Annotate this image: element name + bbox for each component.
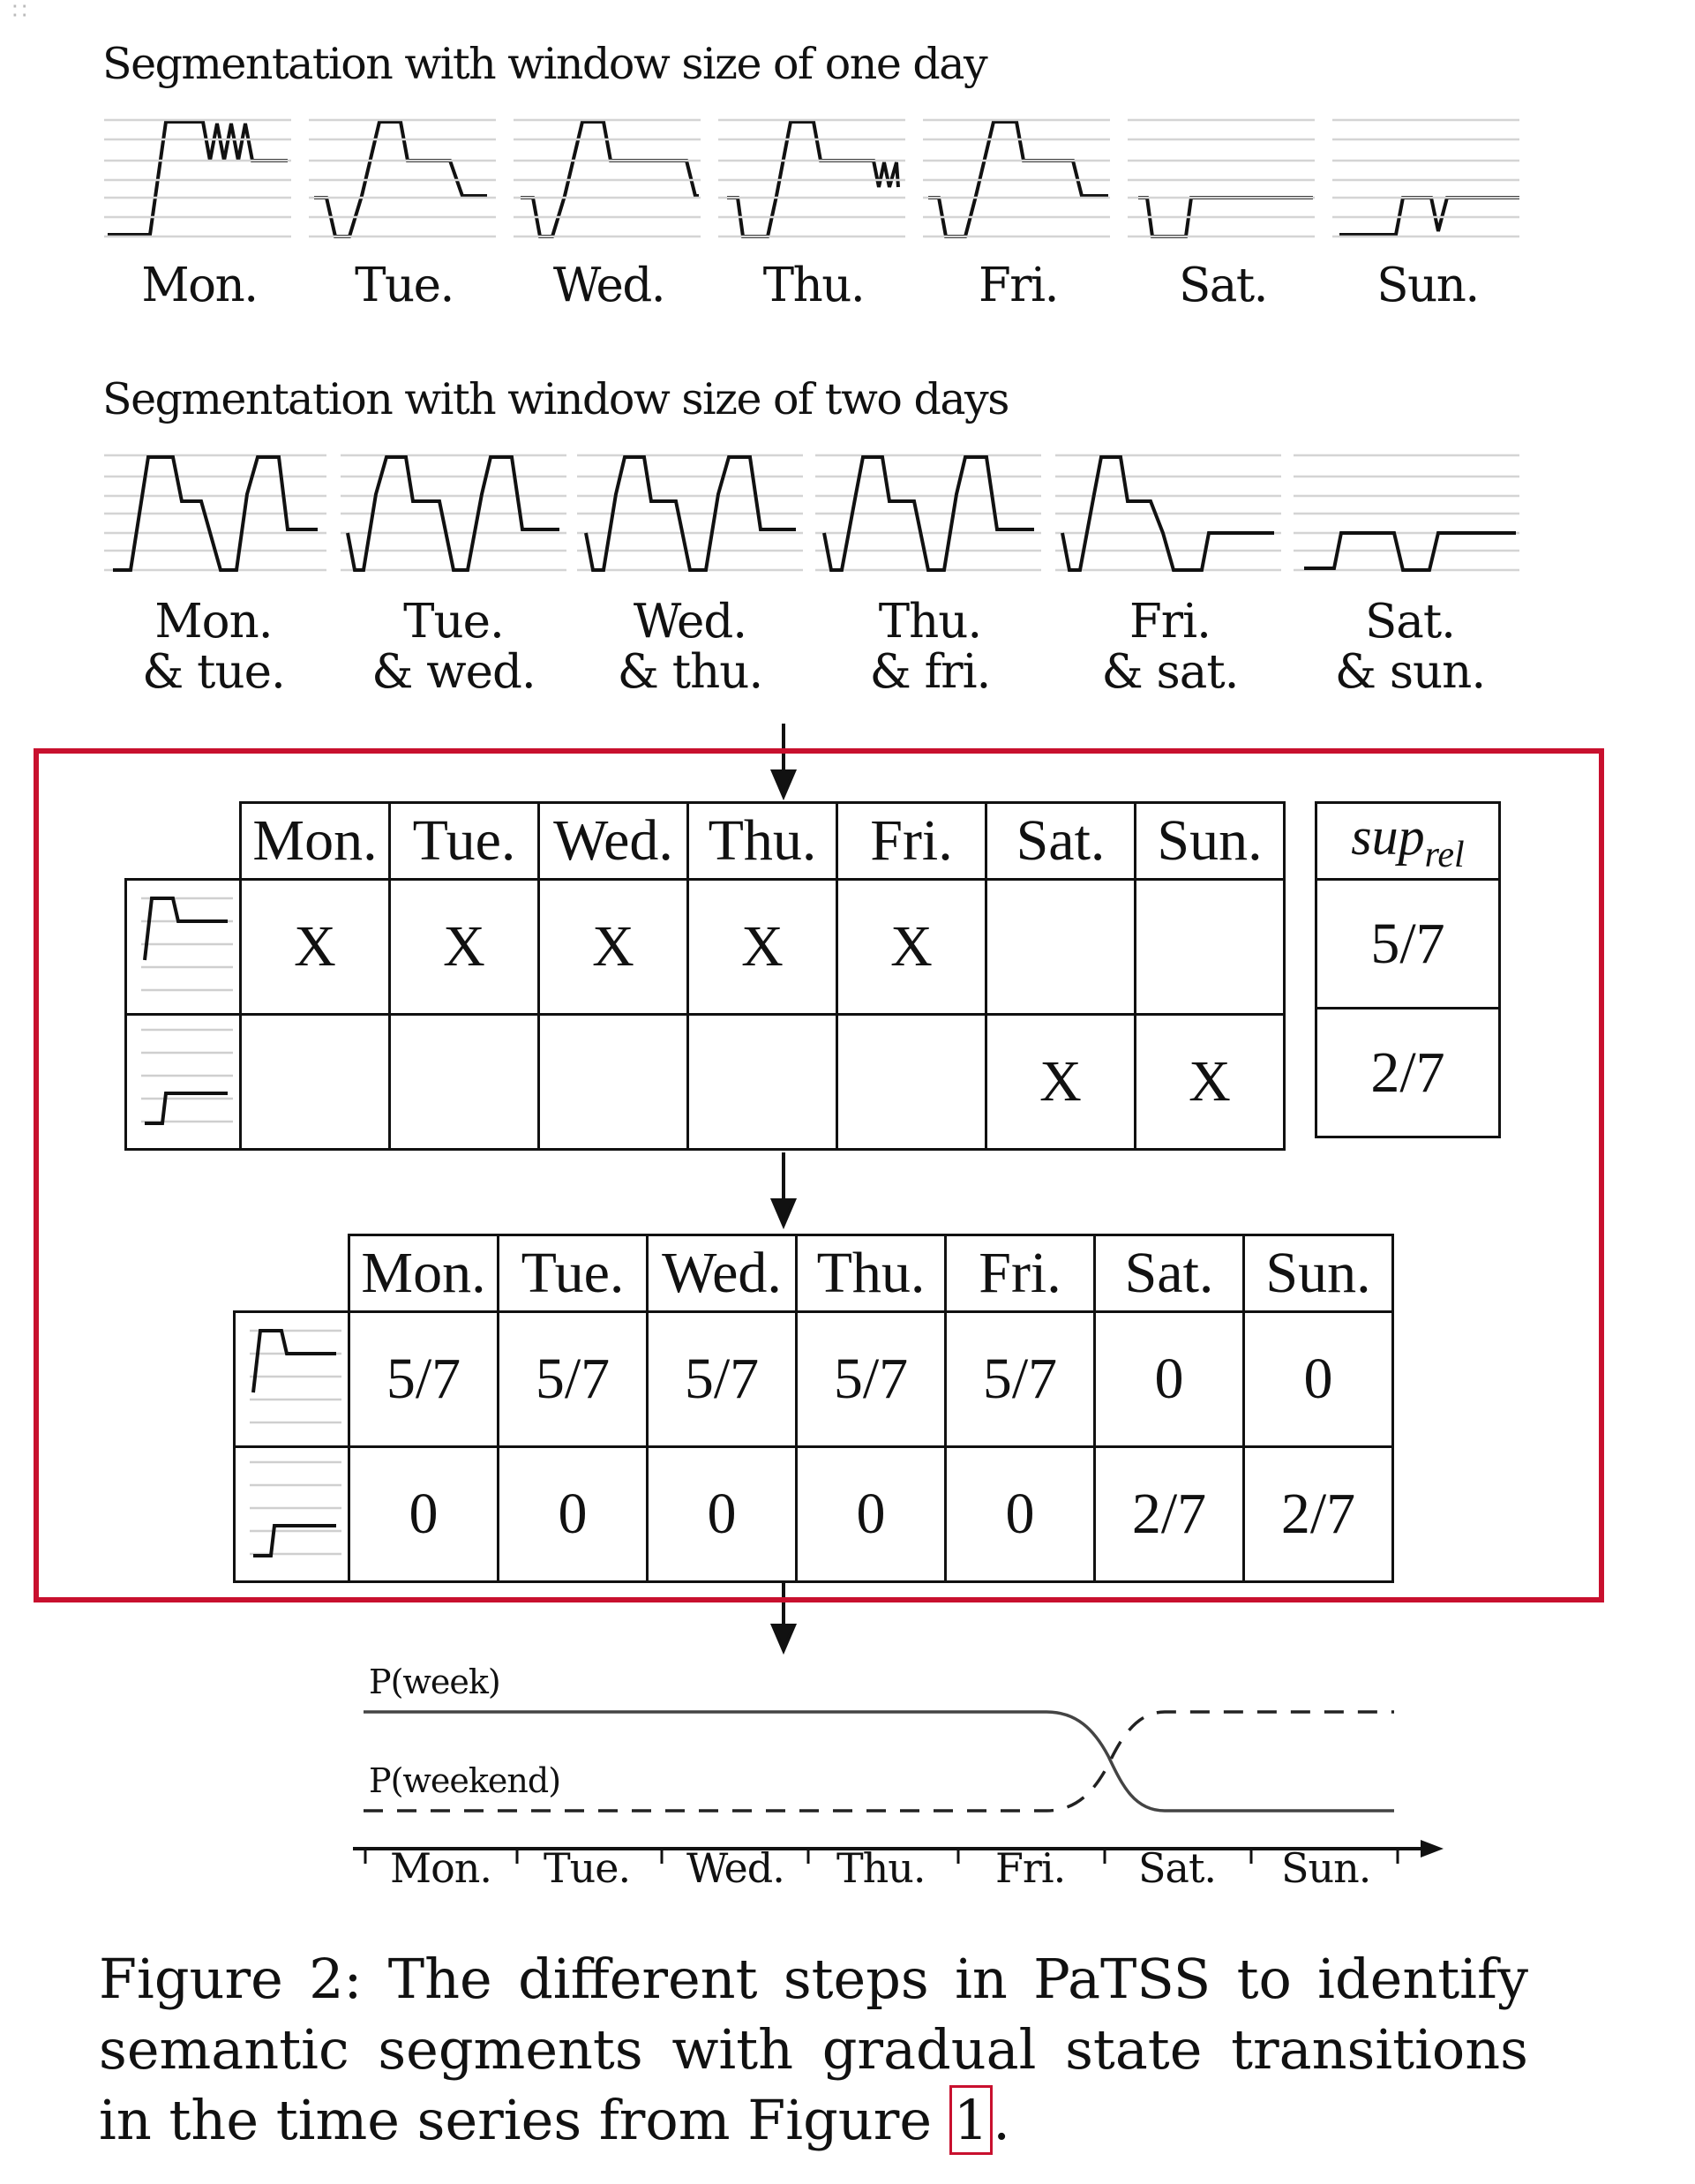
- table-cell: X: [539, 880, 688, 1015]
- pair-label-line2: & wed.: [371, 645, 536, 699]
- table-cell: 0: [349, 1447, 499, 1582]
- axis-day-label: Tue.: [544, 1844, 631, 1892]
- pair-label-line1: Tue.: [403, 595, 504, 649]
- support-subscript: rel: [1424, 835, 1465, 876]
- axis-day-label: Sat.: [1138, 1844, 1217, 1892]
- table-cell: 5/7: [349, 1312, 499, 1447]
- column-header: Sun.: [1136, 803, 1285, 880]
- caption-end: .: [993, 2088, 1010, 2152]
- day-label: Thu.: [762, 259, 865, 312]
- figure-reference-link[interactable]: 1: [949, 2085, 993, 2155]
- table-cell: X: [688, 880, 837, 1015]
- day-label: Sun.: [1376, 259, 1479, 312]
- table-cell: 0: [499, 1447, 648, 1582]
- column-header: Wed.: [648, 1235, 797, 1312]
- week-curve: [364, 1712, 1394, 1811]
- table-cell: 0: [648, 1447, 797, 1582]
- pair-label-line2: & tue.: [142, 645, 285, 699]
- pair-label-line1: Sat.: [1364, 595, 1456, 649]
- table-cell: X: [837, 880, 986, 1015]
- column-header: Fri.: [837, 803, 986, 880]
- table-cell: 5/7: [946, 1312, 1095, 1447]
- series-label-week: P(week): [369, 1662, 500, 1701]
- column-header: Wed.: [539, 803, 688, 880]
- column-header: Mon.: [349, 1235, 499, 1312]
- column-header: Tue.: [390, 803, 539, 880]
- series-label-weekend: P(weekend): [369, 1761, 561, 1800]
- axis-day-label: Mon.: [390, 1844, 492, 1892]
- table-cell: X: [1136, 1015, 1285, 1150]
- table-cell: 5/7: [648, 1312, 797, 1447]
- caption-text: Figure 2: The different steps in PaTSS to identify semantic segments with gradual state transitions in the time series from Figure: [99, 1947, 1528, 2152]
- pair-label-line1: Mon.: [154, 595, 273, 649]
- day-label: Tue.: [355, 259, 454, 312]
- support-value: 2/7: [1316, 1009, 1500, 1137]
- pair-label-line2: & sun.: [1334, 645, 1486, 699]
- column-header: Tue.: [499, 1235, 648, 1312]
- axis-day-label: Sun.: [1281, 1844, 1371, 1892]
- support-symbol: sup: [1351, 807, 1425, 866]
- axis-day-label: Fri.: [995, 1844, 1066, 1892]
- table-cell: X: [986, 1015, 1136, 1150]
- table-cell: 0: [797, 1447, 946, 1582]
- column-header: Sat.: [1095, 1235, 1244, 1312]
- column-header: Thu.: [688, 803, 837, 880]
- support-value: 5/7: [1316, 880, 1500, 1009]
- pair-label-line2: & thu.: [617, 645, 763, 699]
- column-header: Thu.: [797, 1235, 946, 1312]
- day-label: Sat.: [1178, 259, 1268, 312]
- weekend-curve: [364, 1712, 1394, 1811]
- drag-handle-icon[interactable]: ∷: [12, 0, 29, 24]
- column-header: Sun.: [1244, 1235, 1393, 1312]
- pair-label-line1: Fri.: [1129, 595, 1211, 649]
- table-cell: 0: [946, 1447, 1095, 1582]
- section-one-title: Segmentation with window size of one day: [102, 39, 987, 89]
- column-header: Mon.: [241, 803, 390, 880]
- table-cell: 2/7: [1095, 1447, 1244, 1582]
- pair-label-line1: Thu.: [878, 595, 982, 649]
- column-header: Sat.: [986, 803, 1136, 880]
- pair-label-line2: & sat.: [1101, 645, 1239, 699]
- pair-label-line1: Wed.: [633, 595, 747, 649]
- section-two-title: Segmentation with window size of two days: [102, 374, 1009, 424]
- table-cell: X: [390, 880, 539, 1015]
- day-label: Fri.: [979, 259, 1058, 312]
- table-cell: 2/7: [1244, 1447, 1393, 1582]
- pair-label-line2: & fri.: [869, 645, 991, 699]
- axis-day-label: Thu.: [836, 1844, 926, 1892]
- day-label: Mon.: [141, 259, 258, 312]
- table-cell: 5/7: [499, 1312, 648, 1447]
- column-header: Fri.: [946, 1235, 1095, 1312]
- day-label: Wed.: [552, 259, 665, 312]
- table-cell: 5/7: [797, 1312, 946, 1447]
- table-cell: 0: [1095, 1312, 1244, 1447]
- axis-day-label: Wed.: [686, 1844, 784, 1892]
- figure-caption: [99, 1944, 1528, 2156]
- table-cell: X: [241, 880, 390, 1015]
- axis-arrow-icon: [1421, 1840, 1444, 1858]
- table-cell: 0: [1244, 1312, 1393, 1447]
